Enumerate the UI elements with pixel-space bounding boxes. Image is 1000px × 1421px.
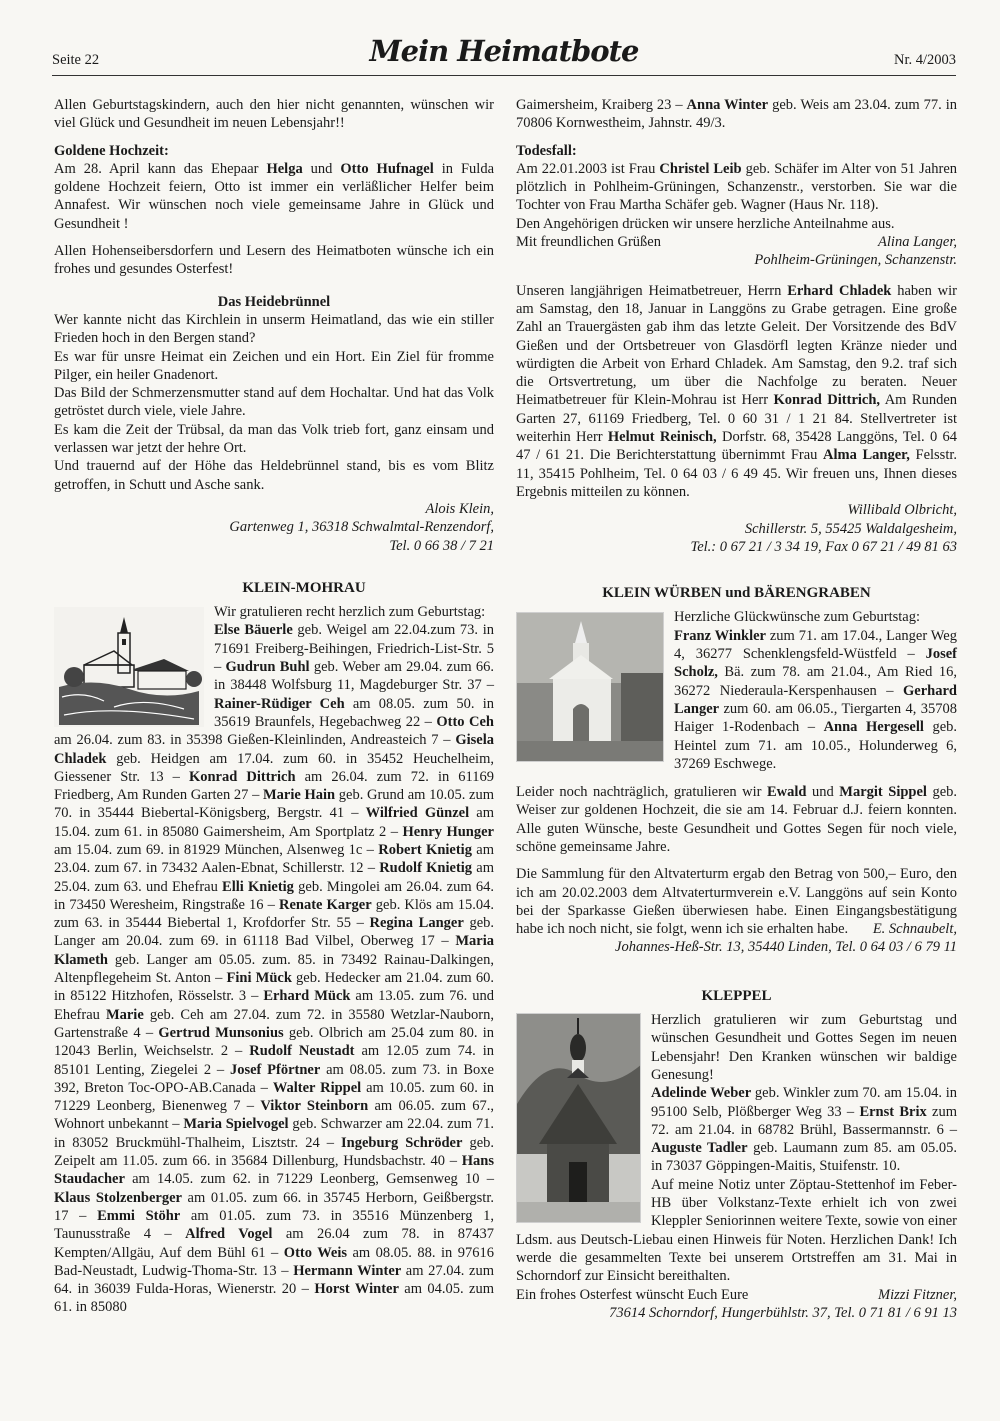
- person-details: geb. Grund am 10.05. zum 70. in 35444 Biebertal-Königsberg, Bergstr. 41 –: [54, 787, 494, 822]
- person-name: Josef Pförtner: [229, 1061, 321, 1078]
- kleppel-heading: KLEPPEL: [701, 987, 772, 1004]
- person-details: zum 72. am 21.04. in 68782 Brühl, Bassermannstr. 6 –: [651, 1103, 958, 1138]
- heimatbetreuer-address: Schillerstr. 5, 55425 Waldalgesheim,: [744, 520, 957, 537]
- person-name: Josef Scholz,: [674, 646, 957, 681]
- person-details: am 27.04. zum 64. in 36039 Fulda-Horas, Wienerstr. 20 –: [54, 1262, 494, 1298]
- death-signature-address: Pohlheim-Grüningen, Schanzenstr.: [754, 252, 957, 269]
- person-details: am 15.04. zum 69. in 81929 München, Alsenweg 1c –: [54, 841, 379, 858]
- person-details: am 26.04. zum 72. in 61169 Friedberg, Am Runden Garten 27 –: [54, 768, 495, 804]
- poem-phone: Tel. 0 66 38 / 7 21: [389, 537, 494, 554]
- person-details: am 10.05. zum 60. in 71229 Leonberg, Bienenweg 7 –: [54, 1079, 494, 1115]
- poem-line: Wer kannte nicht das Kirchlein in unserm Heimatland, das wie ein stiller Frieden hoch in den Bergen stand?: [54, 311, 494, 347]
- right-column: [516, 96, 957, 1322]
- person-name: Franz Winkler: [674, 627, 766, 644]
- village-church-sketch: [54, 607, 204, 727]
- person-name: Gudrun Buhl: [225, 659, 310, 676]
- person-details: zum 71. am 17.04., Langer Weg 4, 36277 Schenklengsfeld-Wüstfeld –: [674, 627, 957, 663]
- belated-golden-wedding: Leider noch nachträglich, gratulieren wir Ewald und Margit Sippel geb. Weiser zur goldenen Hochzeit, die sie am 14. Februar d.J. feiern konnten. Alle guten Wünsche, beste Gesundheit und Gottes Segen für noch viele, schöne gemeinsame Jahre.: [516, 784, 958, 855]
- person-details: am 08.05. 88. in 97616 Bad-Neustadt, Ludwig-Thoma-Str. 13 –: [54, 1244, 495, 1279]
- person-name: Fini Mück: [226, 970, 292, 987]
- collection-notice: Die Sammlung für den Altvaterturm ergab den Betrag von 500,– Euro, den ich am 20.02.2003 dem Altvaterturmverein e.V. Langgöns auf sein Konto bei der Sparkasse Gießen überwiesen habe. Einen Eingangsbestätigung habe ich noch nicht, sie folgt, wenn ich sie erhalten habe. E. Schnaubelt,: [516, 866, 957, 938]
- person-name: Emmi Stöhr: [97, 1207, 181, 1224]
- death-sympathy: Den Angehörigen drücken wir unsere herzliche Anteilnahme aus.: [516, 215, 895, 232]
- poem-address: Gartenweg 1, 36318 Schwalmtal-Renzendorf,: [229, 519, 494, 536]
- death-greeting-row: Mit freundlichen Grüßen Alina Langer,: [516, 234, 957, 251]
- person-name: Hans Staudacher: [54, 1153, 494, 1188]
- person-name: Gertrud Munsonius: [158, 1024, 284, 1041]
- person-name: Else Bäuerle: [214, 622, 293, 639]
- person-details: geb. Olbrich am 25.04 zum 80. in 12043 Berlin, Weichselstr. 2 –: [54, 1024, 494, 1060]
- kleppel-note: Auf meine Notiz unter Zöptau-Stettenhof im Feber-HB über Volkstanz-Texte erhielt ich von zwei Kleppler Seniorinnen weitere Texte, sowie von einer Ldsm. aus Deutsch-Liebau einen Hinweis für Noten. Herzlichen Dank! Ich werde die gesammelten Texte bei unserem Ortstreffen am 31. Mai in Schorndorf zur Einsicht bereithalten.: [516, 1176, 957, 1285]
- person-name: Maria Spielvogel: [183, 1116, 289, 1133]
- person-name: Otto Weis: [283, 1244, 348, 1261]
- person-details: am 01.05. zum 66. in 35745 Herborn, Geißbergstr. 17 –: [54, 1189, 494, 1224]
- person-name: Wilfried Günzel: [365, 805, 470, 822]
- person-name: Anna Hergesell: [823, 719, 924, 736]
- person-name: Erhard Mück: [263, 988, 351, 1005]
- klein-wuerben-intro: Herzliche Glückwünsche zum Geburtstag:: [674, 609, 921, 626]
- person-name: Ingeburg Schröder: [341, 1134, 463, 1151]
- collection-address: Johannes-Heß-Str. 13, 35440 Linden, Tel. 0 64 03 / 6 79 11: [615, 939, 957, 956]
- page-number: Seite 22: [52, 52, 100, 68]
- poem-line: Das Bild der Schmerzensmutter stand auf dem Hochaltar. Und hat das Volk getröstet durch viele, viele Jahre.: [54, 385, 494, 420]
- person-details: am 04.05. zum 61. in 85080: [54, 1281, 494, 1316]
- person-details: am 26.04 zum 78. in 87437 Kempten/Allgäu, Auf dem Bühl 61 –: [54, 1226, 494, 1261]
- person-details: geb. Heintel zum 71. am 10.05., Holunderweg 6, 37269 Eschwege.: [674, 719, 958, 772]
- person-name: Konrad Dittrich: [188, 768, 296, 785]
- birthday-continued: Gaimersheim, Kraiberg 23 – Anna Winter geb. Weis am 23.04. zum 77. in 70806 Kornwestheim, Jahnstr. 49/3.: [516, 97, 958, 132]
- person-name: Ernst Brix: [859, 1103, 927, 1120]
- easter-greeting: Allen Hohenseibersdorfern und Lesern des Heimatboten wünsche ich ein frohes und gesundes Osterfest!: [54, 243, 494, 278]
- person-details: am 13.05. zum 76. und Ehefrau: [54, 988, 494, 1023]
- person-name: Gisela Chladek: [54, 732, 494, 767]
- person-details: am 14.05. zum 62. in 71229 Leonberg, Gemsenweg 10 –: [124, 1171, 494, 1188]
- person-details: geb. Zeipelt am 11.05. zum 66. in 35684 Dillenburg, Hundsbachstr. 40 –: [54, 1134, 495, 1170]
- kleppel-chapel-photo: [516, 1013, 641, 1223]
- person-name: Marie: [105, 1006, 144, 1023]
- person-name: Maria Klameth: [54, 933, 494, 968]
- heimatbetreuer-signature: Willibald Olbricht,: [847, 502, 957, 519]
- person-details: am 15.04. zum 61. in 85080 Gaimersheim, Am Sportplatz 2 –: [54, 805, 494, 840]
- person-name: Viktor Steinborn: [260, 1098, 369, 1115]
- person-details: geb. Mingolei am 26.04. zum 64. in 73450 Weresheim, Ringstraße 16 –: [54, 878, 494, 913]
- person-name: Adelinde Weber: [651, 1085, 752, 1102]
- page-header: [52, 28, 956, 76]
- person-details: geb. Ceh am 27.04. zum 72. in 35580 Wetzlar-Nauborn, Gartenstraße 4 –: [54, 1006, 495, 1041]
- person-name: Horst Winter: [314, 1281, 399, 1298]
- person-details: Bä. zum 78. am 21.04., Am Ried 16, 36272 Niederaula-Kerspenhausen –: [674, 664, 957, 699]
- person-details: geb. Langer am 20.04. zum 69. in 61118 Bad Vilbel, Oberweg 17 –: [54, 915, 494, 950]
- person-name: Henry Hunger: [402, 823, 494, 840]
- death-notice: Am 22.01.2003 ist Frau Christel Leib geb. Schäfer im Alter von 51 Jahren plötzlich in Pohlheim-Grüningen, Schanzenstr., verstorben. Sie war die Tochter von Frau Martha Schäfer geb. Wagner (Haus Nr. 118).: [516, 160, 958, 214]
- person-details: am 12.05 zum 74. in 85101 Lenting, Ziegelei 2 –: [54, 1043, 494, 1078]
- poem-signature: Alois Klein,: [425, 500, 494, 517]
- left-column: [54, 96, 494, 1317]
- person-details: am 01.05. zum 73. in 35516 Münzenberg 1, Taunusstraße 4 –: [54, 1207, 495, 1243]
- person-details: am 23.04. zum 67. in 73432 Aalen-Ebnat, Schillerstr. 12 –: [54, 841, 494, 877]
- person-details: am 08.05. zum 73. in Boxe 392, Breton Toc-OPO-AB.Canada –: [54, 1061, 494, 1096]
- person-details: am 25.04. zum 63. und Ehefrau: [54, 860, 495, 895]
- person-name: Marie Hain: [262, 787, 336, 804]
- person-details: am 26.04. zum 83. in 35398 Gießen-Kleinlinden, Andreasteich 7 –: [54, 732, 456, 749]
- person-name: Auguste Tadler: [651, 1140, 748, 1157]
- person-name: Regina Langer: [369, 915, 464, 932]
- person-details: geb. Heidgen am 17.04. zum 60. in 35452 Heuchelheim, Giessener Str. 13 –: [54, 750, 494, 785]
- person-name: Klaus Stolzenberger: [54, 1189, 182, 1206]
- person-details: geb. Laumann zum 85. am 05.05. in 73037 Göppingen-Maitis, Stuifenstr. 10.: [651, 1140, 957, 1175]
- person-name: Rudolf Knietig: [379, 860, 473, 877]
- person-name: Rudolf Neustadt: [249, 1043, 355, 1060]
- poem-line: Es war für unsre Heimat ein Zeichen und ein Hort. Ein Ziel für fromme Pilger, ein heiler Gnadenort.: [54, 348, 494, 383]
- person-details: geb. Hedecker am 21.04. zum 60. in 85122 Hitzhofen, Rösselstr. 3 –: [54, 970, 494, 1005]
- person-details: geb. Schwarzer am 22.04. zum 71. in 83052 Bruckmühl-Thalheim, Lisztstr. 24 –: [54, 1116, 494, 1151]
- klein-mohrau-intro: Wir gratulieren recht herzlich zum Geburtstag:: [214, 604, 486, 621]
- person-name: Walter Rippel: [272, 1079, 362, 1096]
- person-name: Hermann Winter: [293, 1262, 402, 1279]
- poem-line: Und trauernd auf der Höhe das Heldebrünnel stand, bis es vom Blitz getroffen, in Schutt und Asche sank.: [54, 458, 494, 493]
- person-name: Robert Knietig: [378, 841, 472, 858]
- person-details: am 06.05. zum 67., Wohnort unbekannt –: [54, 1098, 495, 1133]
- kleppel-address: 73614 Schorndorf, Hungerbühlstr. 37, Tel. 0 71 81 / 6 91 13: [609, 1304, 957, 1321]
- person-details: geb. Klös am 15.04. zum 63. in 35444 Biebertal 1, Krofdorfer Str. 55 –: [54, 896, 495, 932]
- klein-mohrau-heading: KLEIN-MOHRAU: [242, 579, 366, 596]
- person-name: Rainer-Rüdiger Ceh: [214, 695, 345, 712]
- poem-line: Es kam die Zeit der Trübsal, da man das Volk trieb fort, ganz einsam und verlassen war jetzt der hehre Ort.: [54, 421, 494, 457]
- kleppel-greeting-row: Ein frohes Osterfest wünscht Euch Eure Mizzi Fitzner,: [516, 1286, 957, 1303]
- golden-wedding-text: Am 28. April kann das Ehepaar Helga und Otto Hufnagel in Fulda goldene Hochzeit feiern, Otto ist immer ein verläßlicher Helfer beim Annafest. Wir wünschen noch viele gemeinsame Jahre in Glück und Gesundheit !: [54, 160, 494, 232]
- masthead-logo: Mein Heimatbote: [369, 34, 639, 68]
- person-details: geb. Winkler zum 70. am 15.04. in 95100 Selb, Plößberger Weg 33 –: [651, 1085, 957, 1120]
- chapel-photo: [516, 612, 664, 762]
- collection-signature: E. Schnaubelt,: [872, 921, 957, 938]
- golden-wedding-heading: Goldene Hochzeit:: [54, 142, 169, 159]
- kleppel-intro: Herzlich gratulieren wir zum Geburtstag und wünschen Gesundheit und Gottes Segen im neuen Lebensjahr! Den Kranken wünschen wir baldige Genesung!: [651, 1012, 957, 1083]
- person-name: Alfred Vogel: [185, 1226, 273, 1243]
- person-details: am 08.05. zum 50. in 35619 Braunfels, Hegebachweg 22 –: [214, 695, 494, 730]
- person-details: geb. Langer am 05.05. zum. 85. in 73492 Rainau-Dalkingen, Altenpflegeheim St. Anton –: [54, 951, 494, 987]
- klein-wuerben-heading: KLEIN WÜRBEN und BÄRENGRABEN: [602, 585, 871, 602]
- issue-number: Nr. 4/2003: [893, 52, 956, 68]
- person-name: Elli Knietig: [222, 878, 294, 895]
- person-name: Gerhard Langer: [674, 682, 957, 717]
- birthday-intro: Allen Geburtstagskindern, auch den hier nicht genannten, wünschen wir viel Glück und Gesundheit im neuen Lebensjahr!!: [54, 97, 494, 132]
- poem-title: Das Heidebrünnel: [217, 293, 331, 310]
- person-name: Renate Karger: [278, 896, 372, 913]
- death-heading: Todesfall:: [516, 142, 577, 159]
- person-name: Otto Ceh: [436, 713, 494, 730]
- person-details: zum 60. am 06.05., Tiergarten 4, 35708 Haiger 1-Rodenbach –: [674, 700, 957, 736]
- heimatbetreuer-phone: Tel.: 0 67 21 / 3 34 19, Fax 0 67 21 / 49 81 63: [690, 538, 957, 555]
- heimatbetreuer-notice: Unseren langjährigen Heimatbetreuer, Herrn Erhard Chladek haben wir am Samstag, den 18, Januar in Langgöns zu Grabe getragen. Eine große Zahl an Trauergästen gab ihm das letzte Geleit. Der Vorsitzende des BdV Gießen und der Ortsbetreuer von Glasdörfl legten Kränze nieder und würdigten die Arbeit von Erhard Chladek. Am Samstag, den 9.2. traf sich die Ortsvertretung, um über die Nachfolge zu beraten. Neuer Heimatbetreuer für Klein-Mohrau ist Herr Konrad Dittrich, Am Runden Garten 27, 61169 Friedberg, Tel. 0 60 31 / 1 21 84. Stellvertreter ist weiterhin Herr Helmut Reinisch, Dorfstr. 68, 35428 Langgöns, Tel. 0 64 47 / 61 21. Die Berichterstattung übernimmt Frau Alma Langer, Felsstr. 11, 35415 Pohlheim, Tel. 0 64 03 / 6 49 45. Wir freuen uns, Ihnen dieses Ergebnis mitteilen zu können.: [516, 282, 958, 500]
- person-details: geb. Weigel am 22.04.zum 73. in 71691 Freiberg-Beihingen, Friedrich-List-Str. 5 –: [214, 622, 494, 676]
- person-details: geb. Weber am 29.04. zum 66. in 38448 Wolfsburg 11, Magdeburger Str. 37 –: [214, 659, 495, 694]
